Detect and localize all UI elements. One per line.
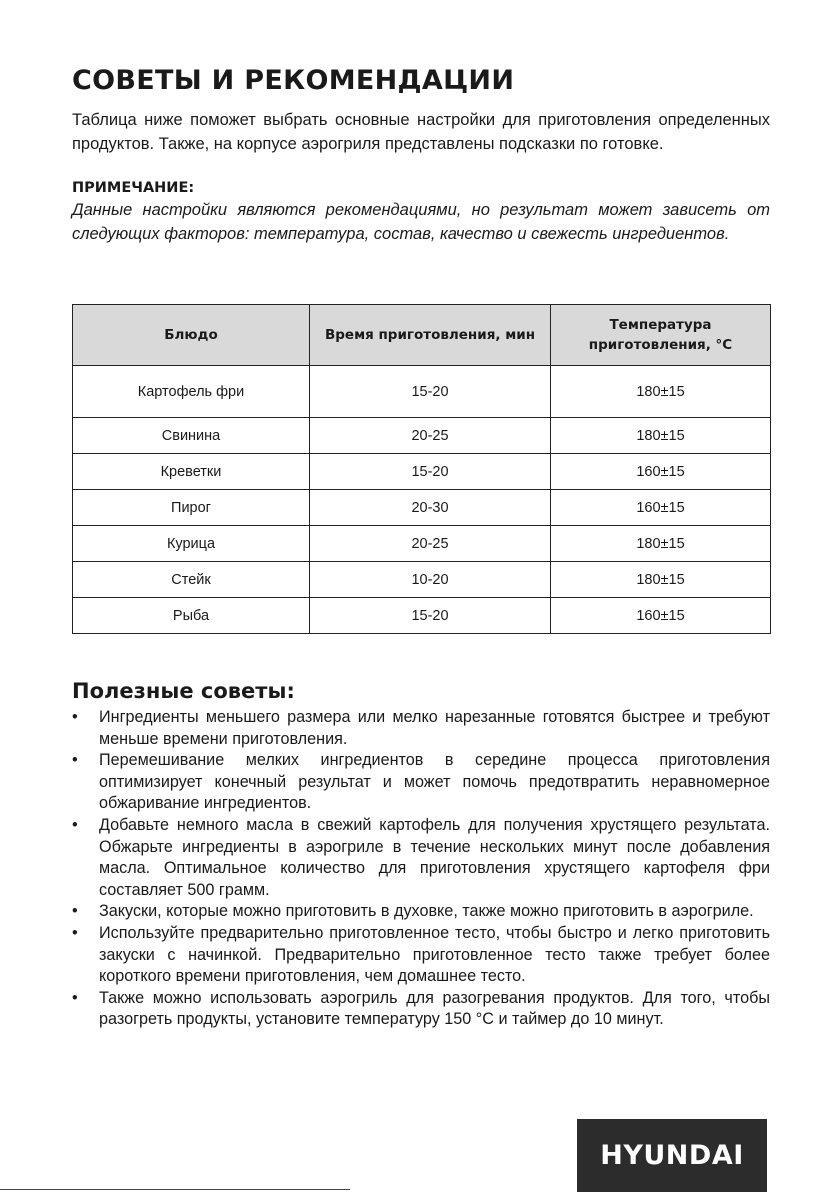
table-row bbox=[73, 454, 771, 490]
list-item bbox=[72, 923, 770, 988]
cell-time: 20-25 bbox=[310, 418, 551, 454]
cell-dish: Рыба bbox=[73, 598, 310, 634]
cell-dish: Креветки bbox=[73, 454, 310, 490]
header-time: Время приготовления, мин bbox=[310, 305, 551, 366]
cell-temperature: 160±15 bbox=[551, 598, 771, 634]
list-item bbox=[72, 750, 770, 815]
list-item bbox=[72, 707, 770, 750]
page-content bbox=[72, 64, 770, 1029]
table-row bbox=[73, 562, 771, 598]
tip-text: Используйте предварительно приготовленное тесто, чтобы быстро и легко приготовить закуски с начинкой. Предварительно приготовленное тесто также требует более короткого времени приготовления, чем домашнее тесто. bbox=[99, 923, 770, 986]
cell-dish: Курица bbox=[73, 526, 310, 562]
tip-text: Добавьте немного масла в свежий картофель для получения хрустящего результата. Обжарьте ингредиенты в аэрогриле в течение нескольких минут после добавления масла. Оптимальное количество для приготовления хрустящего картофеля фри составляет 500 грамм. bbox=[99, 815, 770, 899]
table-row bbox=[73, 418, 771, 454]
tip-text: Также можно использовать аэрогриль для разогревания продуктов. Для того, чтобы разогреть продукты, установите температуру 150 °C и таймер до 10 минут. bbox=[99, 988, 770, 1029]
bullet-icon: • bbox=[72, 708, 78, 726]
cell-time: 10-20 bbox=[310, 562, 551, 598]
cell-dish: Стейк bbox=[73, 562, 310, 598]
cell-temperature: 180±15 bbox=[551, 418, 771, 454]
tip-text: Перемешивание мелких ингредиентов в середине процесса приготовления оптимизирует конечный результат и может помочь предотвратить неравномерное обжаривание ингредиентов. bbox=[99, 751, 770, 813]
note-text: Данные настройки являются рекомендациями, но результат может зависеть от следующих факторов: температура, состав, качество и свежесть ингредиентов. bbox=[72, 201, 770, 243]
bullet-icon: • bbox=[72, 751, 78, 770]
cell-dish: Картофель фри bbox=[73, 366, 310, 418]
bullet-icon: • bbox=[72, 902, 78, 921]
table-header-row bbox=[73, 305, 771, 366]
tip-text: Закуски, которые можно приготовить в духовке, также можно приготовить в аэрогриле. bbox=[99, 902, 754, 921]
footer-divider bbox=[0, 1189, 350, 1190]
list-item bbox=[72, 988, 770, 1031]
tips-heading: Полезные советы: bbox=[72, 679, 295, 703]
cell-time: 15-20 bbox=[310, 598, 551, 634]
cell-temperature: 180±15 bbox=[551, 562, 771, 598]
note-heading: ПРИМЕЧАНИЕ: bbox=[72, 180, 195, 196]
table-row bbox=[73, 526, 771, 562]
table-row bbox=[73, 366, 771, 418]
bullet-icon: • bbox=[72, 923, 78, 942]
header-temperature: Температура приготовления, °C bbox=[551, 305, 771, 366]
cell-time: 15-20 bbox=[310, 366, 551, 418]
cell-temperature: 160±15 bbox=[551, 454, 771, 490]
cell-dish: Свинина bbox=[73, 418, 310, 454]
table-row bbox=[73, 598, 771, 634]
cell-time: 15-20 bbox=[310, 454, 551, 490]
tip-text: Ингредиенты меньшего размера или мелко нарезанные готовятся быстрее и требуют меньше времени приготовления. bbox=[99, 708, 770, 748]
bullet-icon: • bbox=[72, 815, 78, 834]
cell-temperature: 160±15 bbox=[551, 490, 771, 526]
cooking-table bbox=[72, 304, 771, 634]
cell-temperature: 180±15 bbox=[551, 526, 771, 562]
tips-list bbox=[72, 707, 770, 1031]
bullet-icon: • bbox=[72, 988, 78, 1007]
intro-paragraph: Таблица ниже поможет выбрать основные настройки для приготовления определенных продуктов. Также, на корпусе аэрогриля представлены подсказки по готовке. bbox=[72, 111, 770, 153]
useful-tips-section bbox=[72, 678, 770, 1031]
header-dish: Блюдо bbox=[73, 305, 310, 366]
brand-logo: HYUNDAI bbox=[577, 1119, 767, 1192]
cell-time: 20-25 bbox=[310, 526, 551, 562]
list-item bbox=[72, 815, 770, 901]
cell-time: 20-30 bbox=[310, 490, 551, 526]
cell-temperature: 180±15 bbox=[551, 366, 771, 418]
page-title: СОВЕТЫ И РЕКОМЕНДАЦИИ bbox=[72, 65, 515, 96]
list-item bbox=[72, 901, 770, 923]
table-row bbox=[73, 490, 771, 526]
cell-dish: Пирог bbox=[73, 490, 310, 526]
